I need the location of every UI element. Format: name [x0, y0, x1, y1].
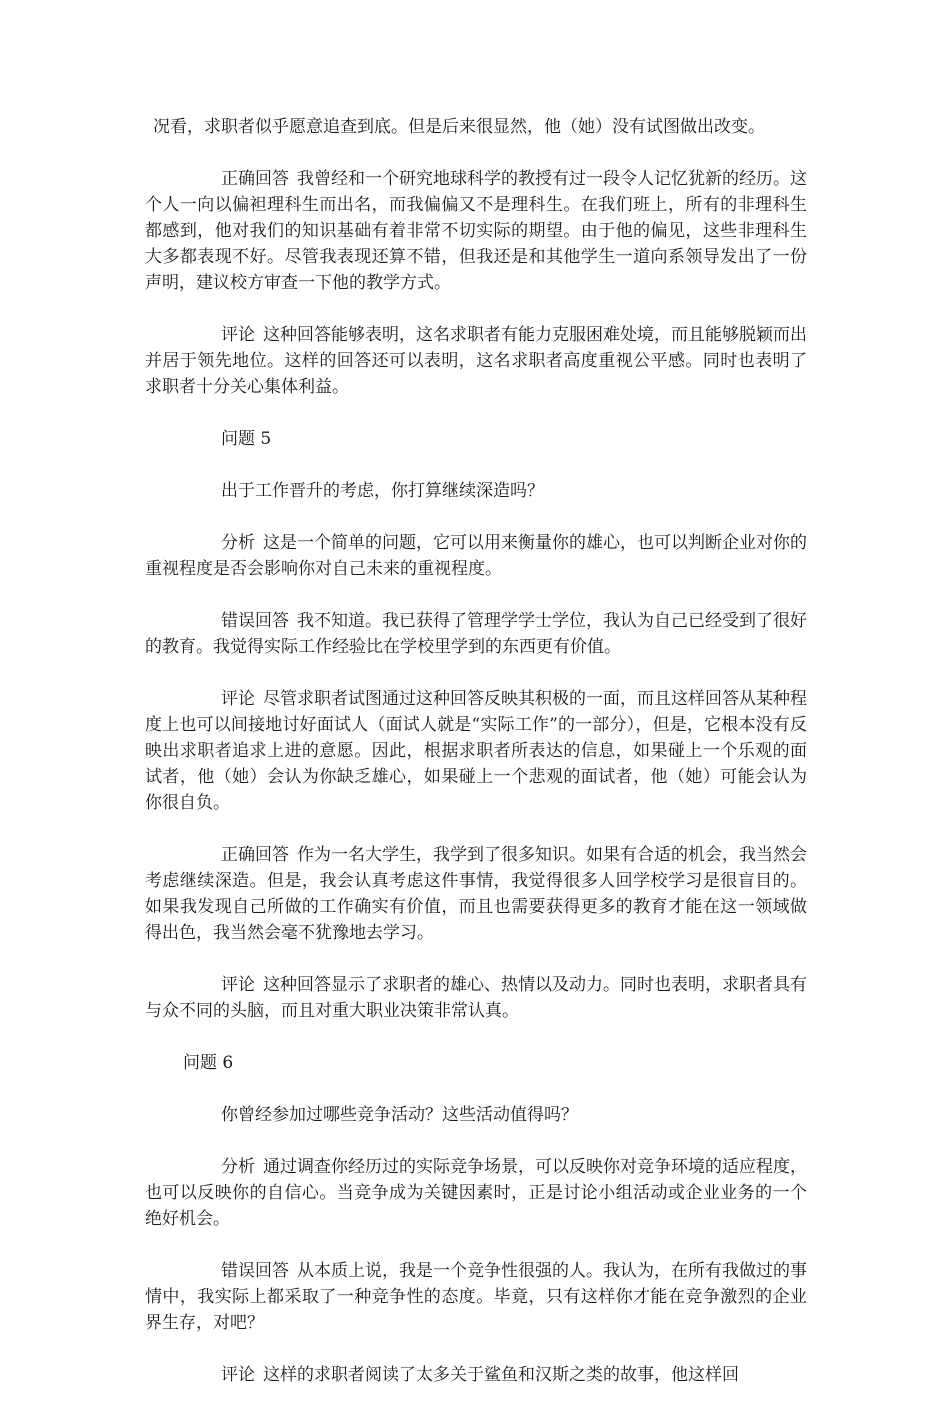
- paragraph-label: 分析: [221, 1157, 255, 1177]
- paragraph-text: 尽管求职者试图通过这种回答反映其积极的一面，而且这样回答从某种程度上也可以间接地讨好面试人（面试人就是“实际工作”的一部分），但是，它根本没有反映出求职者追求上进的意愿。因此，根据求职者所表达的信息，如果碰上一个乐观的面试者，他（她）会认为你缺乏雄心，如果碰上一个悲观的面试者，他（她）可能会认为你很自负。: [145, 689, 807, 813]
- question-heading-6: [145, 1050, 807, 1076]
- paragraph-text: 况看，求职者似乎愿意追查到底。但是后来很显然，他（她）没有试图做出改变。: [153, 117, 765, 137]
- paragraph-label: 分析: [221, 533, 255, 553]
- paragraph-text: 我不知道。我已获得了管理学学士学位，我认为自己已经受到了很好的教育。我觉得实际工作经验比在学校里学到的东西更有价值。: [145, 611, 807, 657]
- heading-text: 问题 5: [221, 429, 272, 449]
- question-text: 出于工作晋升的考虑，你打算继续深造吗？: [221, 481, 544, 501]
- paragraph-label: 评论: [221, 1365, 255, 1385]
- paragraph-label: 正确回答: [221, 845, 289, 865]
- paragraph-8: [145, 686, 807, 816]
- paragraph-6: [145, 530, 807, 582]
- paragraph-label: 评论: [221, 975, 255, 995]
- paragraph-9: [145, 842, 807, 946]
- paragraph-15: [145, 1362, 807, 1388]
- heading-text: 问题 6: [183, 1053, 234, 1073]
- paragraph-text: 这样的求职者阅读了太多关于鲨鱼和汉斯之类的故事，他这样回: [263, 1365, 739, 1385]
- paragraph-label: 评论: [221, 325, 255, 345]
- question-text: 你曾经参加过哪些竞争活动？这些活动值得吗？: [221, 1105, 578, 1125]
- paragraph-text: 这是一个简单的问题，它可以用来衡量你的雄心，也可以判断企业对你的重视程度是否会影响你对自己未来的重视程度。: [145, 533, 807, 579]
- paragraph-text: 这种回答显示了求职者的雄心、热情以及动力。同时也表明，求职者具有与众不同的头脑，而且对重大职业决策非常认真。: [145, 975, 807, 1021]
- paragraph-2: [145, 166, 807, 296]
- question-6: [145, 1102, 807, 1128]
- paragraph-text: 通过调查你经历过的实际竞争场景，可以反映你对竞争环境的适应程度，也可以反映你的自信心。当竞争成为关键因素时，正是讨论小组活动或企业业务的一个绝好机会。: [145, 1157, 807, 1229]
- paragraph-text: 这种回答能够表明，这名求职者有能力克服困难处境，而且能够脱颖而出并居于领先地位。这样的回答还可以表明，这名求职者高度重视公平感。同时也表明了求职者十分关心集体利益。: [145, 325, 807, 397]
- paragraph-label: 错误回答: [221, 1261, 289, 1281]
- paragraph-13: [145, 1154, 807, 1232]
- paragraph-text: 从本质上说，我是一个竞争性很强的人。我认为，在所有我做过的事情中，我实际上都采取了一种竞争性的态度。毕竟，只有这样你才能在竞争激烈的企业界生存，对吧？: [145, 1261, 807, 1333]
- paragraph-14: [145, 1258, 807, 1336]
- paragraph-label: 评论: [221, 689, 255, 709]
- paragraph-7: [145, 608, 807, 660]
- question-heading-5: [145, 426, 807, 452]
- paragraph-label: 正确回答: [221, 169, 289, 189]
- paragraph-label: 错误回答: [221, 611, 289, 631]
- paragraph-1: [145, 114, 807, 140]
- document-page: [145, 114, 807, 1414]
- paragraph-text: 作为一名大学生，我学到了很多知识。如果有合适的机会，我当然会考虑继续深造。但是，我会认真考虑这件事情，我觉得很多人回学校学习是很盲目的。如果我发现自己所做的工作确实有价值，而且也需要获得更多的教育才能在这一领域做得出色，我当然会毫不犹豫地去学习。: [145, 845, 807, 943]
- paragraph-3: [145, 322, 807, 400]
- paragraph-10: [145, 972, 807, 1024]
- paragraph-text: 我曾经和一个研究地球科学的教授有过一段令人记忆犹新的经历。这个人一向以偏袒理科生而出名，而我偏偏又不是理科生。在我们班上，所有的非理科生都感到，他对我们的知识基础有着非常不切实际的期望。由于他的偏见，这些非理科生大多都表现不好。尽管我表现还算不错，但我还是和其他学生一道向系领导发出了一份声明，建议校方审查一下他的教学方式。: [145, 169, 807, 293]
- question-5: [145, 478, 807, 504]
